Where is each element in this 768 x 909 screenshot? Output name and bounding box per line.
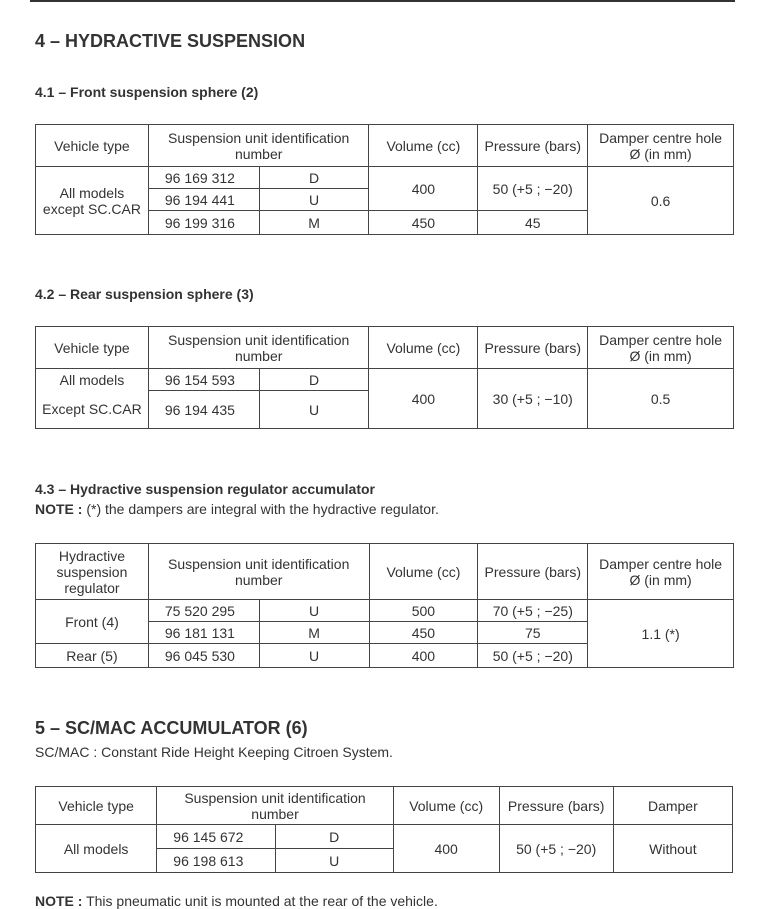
table-front-sphere — [35, 124, 734, 235]
code-cell: D — [259, 167, 369, 189]
header-damper-hole: Damper centre hole Ø (in mm) — [588, 544, 734, 600]
pressure-cell: 50 (+5 ; −20) — [478, 167, 588, 211]
header-pressure: Pressure (bars) — [499, 787, 613, 825]
table-header-row — [36, 125, 734, 167]
top-rule — [30, 0, 735, 2]
pressure-cell: 45 — [478, 211, 588, 235]
table-4-3-title: 4.3 – Hydractive suspension regulator accumulator — [35, 481, 376, 497]
volume-cell: 400 — [369, 644, 478, 668]
table-4-2-title: 4.2 – Rear suspension sphere (3) — [35, 286, 254, 302]
header-hydractive-regulator: Hydractive suspension regulator — [36, 544, 149, 600]
id-cell: 75 520 295 — [148, 600, 259, 622]
header-damper-hole: Damper centre hole Ø (in mm) — [588, 125, 734, 167]
header-suspension-id: Suspension unit identification number — [148, 544, 369, 600]
id-cell: 96 198 613 — [157, 849, 275, 873]
id-cell: 96 194 441 — [148, 189, 259, 211]
header-suspension-id: Suspension unit identification number — [157, 787, 393, 825]
regulator-cell: Front (4) — [36, 600, 149, 644]
header-pressure: Pressure (bars) — [478, 125, 588, 167]
header-suspension-id: Suspension unit identification number — [148, 327, 369, 369]
note-text: This pneumatic unit is mounted at the rear of the vehicle. — [82, 893, 438, 909]
header-volume: Volume (cc) — [369, 327, 478, 369]
header-suspension-id: Suspension unit identification number — [148, 125, 369, 167]
header-volume: Volume (cc) — [393, 787, 499, 825]
header-pressure: Pressure (bars) — [478, 544, 588, 600]
table-row — [36, 167, 734, 189]
volume-cell: 450 — [369, 622, 478, 644]
damper-hole-cell: 1.1 (*) — [588, 600, 734, 668]
header-volume: Volume (cc) — [369, 544, 478, 600]
note-label: NOTE : — [35, 501, 83, 517]
volume-cell: 500 — [369, 600, 478, 622]
code-cell: M — [259, 622, 369, 644]
volume-cell: 400 — [369, 369, 478, 429]
vehicle-type-cell: Except SC.CAR — [36, 391, 149, 429]
id-cell: 96 181 131 — [148, 622, 259, 644]
volume-cell: 400 — [393, 825, 499, 873]
code-cell: D — [275, 825, 393, 849]
note-label: NOTE : — [35, 893, 83, 909]
code-cell: D — [259, 369, 369, 391]
table-4-1-title: 4.1 – Front suspension sphere (2) — [35, 84, 259, 100]
table-header-row — [36, 544, 734, 600]
table-regulator-accumulator — [35, 543, 734, 668]
table-header-row — [36, 787, 733, 825]
code-cell: U — [259, 189, 369, 211]
table-header-row — [36, 327, 734, 369]
vehicle-type-cell: All models — [36, 825, 157, 873]
header-damper-hole: Damper centre hole Ø (in mm) — [588, 327, 734, 369]
volume-cell: 450 — [369, 211, 478, 235]
damper-hole-cell: 0.6 — [588, 167, 734, 235]
id-cell: 96 145 672 — [157, 825, 275, 849]
pressure-cell: 70 (+5 ; −25) — [478, 600, 588, 622]
code-cell: U — [259, 600, 369, 622]
damper-hole-cell: 0.5 — [588, 369, 734, 429]
code-cell: U — [259, 391, 369, 429]
code-cell: U — [259, 644, 369, 668]
header-pressure: Pressure (bars) — [478, 327, 588, 369]
volume-cell: 400 — [369, 167, 478, 211]
note-4-3 — [35, 501, 439, 517]
header-vehicle-type: Vehicle type — [36, 125, 149, 167]
header-vehicle-type: Vehicle type — [36, 787, 157, 825]
header-volume: Volume (cc) — [369, 125, 478, 167]
id-cell: 96 154 593 — [148, 369, 259, 391]
pressure-cell: 30 (+5 ; −10) — [478, 369, 588, 429]
vehicle-type-cell: All models except SC.CAR — [36, 167, 149, 235]
pressure-cell: 75 — [478, 622, 588, 644]
vehicle-type-cell: All models — [36, 369, 149, 391]
header-damper: Damper — [613, 787, 732, 825]
damper-cell: Without — [613, 825, 732, 873]
table-row — [36, 825, 733, 849]
id-cell: 96 194 435 — [148, 391, 259, 429]
note-text: (*) the dampers are integral with the hydractive regulator. — [82, 501, 439, 517]
id-cell: 96 199 316 — [148, 211, 259, 235]
section-5-subtitle: SC/MAC : Constant Ride Height Keeping Citroen System. — [35, 744, 393, 760]
regulator-cell: Rear (5) — [36, 644, 149, 668]
code-cell: U — [275, 849, 393, 873]
table-scmac-accumulator — [35, 786, 733, 873]
section-4-title: 4 – HYDRACTIVE SUSPENSION — [35, 31, 306, 51]
id-cell: 96 169 312 — [148, 167, 259, 189]
table-rear-sphere — [35, 326, 734, 429]
section-5-title: 5 – SC/MAC ACCUMULATOR (6) — [35, 718, 308, 738]
table-row — [36, 369, 734, 391]
id-cell: 96 045 530 — [148, 644, 259, 668]
pressure-cell: 50 (+5 ; −20) — [478, 644, 588, 668]
pressure-cell: 50 (+5 ; −20) — [499, 825, 613, 873]
code-cell: M — [259, 211, 369, 235]
table-row — [36, 600, 734, 622]
header-vehicle-type: Vehicle type — [36, 327, 149, 369]
